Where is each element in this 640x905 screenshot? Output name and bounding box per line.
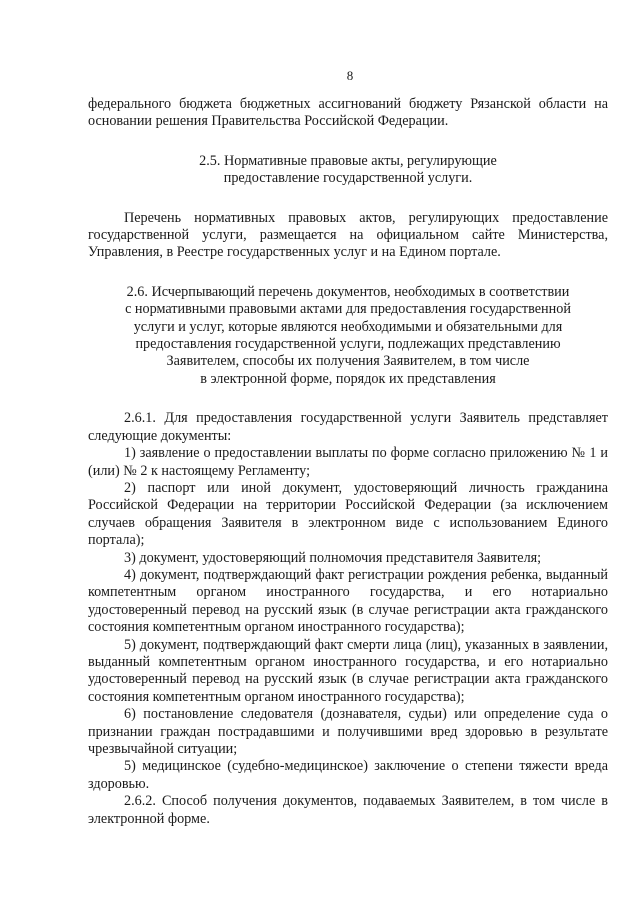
intro-paragraph: федерального бюджета бюджетных ассигнований бюджету Рязанской области на основании решения Правительства Российской Федерации. (88, 96, 608, 130)
paragraph-2-6-2: 2.6.2. Способ получения документов, подаваемых Заявителем, в том числе в электронной форме. (88, 793, 608, 827)
section-2-6-heading (88, 284, 608, 388)
section-2-6-heading-line: с нормативными правовыми актами для предоставления государственной (125, 301, 571, 318)
list-item: 2) паспорт или иной документ, удостоверяющий личность гражданина Российской Федерации на территории Российской Федерации (за исключением случаев обращения Заявителя в электронном виде с использованием Единого портала); (88, 479, 608, 549)
list-item: 1) заявление о предоставлении выплаты по форме согласно приложению № 1 и (или) № 2 к настоящему Регламенту; (88, 445, 608, 479)
section-2-6-heading-line: Заявителем, способы их получения Заявителем, в том числе (166, 353, 530, 370)
paragraph-2-6-1: 2.6.1. Для предоставления государственной услуги Заявитель представляет следующие документы: (88, 410, 608, 444)
section-2-5-heading (88, 153, 608, 188)
section-2-5-heading-line: 2.5. Нормативные правовые акты, регулирующие (199, 152, 497, 169)
list-item: 4) документ, подтверждающий факт регистрации рождения ребенка, выданный компетентным органом иностранного государства, и его нотариально удостоверенный перевод на русский язык (в случае регистрации акта гражданского состояния компетентным органом иностранного государства); (88, 566, 608, 636)
section-2-5-heading-line: предоставление государственной услуги. (223, 170, 473, 187)
list-item: 3) документ, удостоверяющий полномочия представителя Заявителя; (124, 549, 542, 566)
document-body (88, 96, 608, 828)
list-item: 6) постановление следователя (дознавателя, судьи) или определение суда о признании граждан пострадавшими и получившими вред здоровью в результате чрезвычайной ситуации; (88, 706, 608, 757)
page-number: 8 (346, 68, 354, 83)
section-2-6-heading-line: услуги и услуг, которые являются необходимыми и обязательными для (133, 318, 563, 335)
section-2-6-heading-line: в электронной форме, порядок их представления (200, 370, 496, 387)
section-2-6-heading-line: предоставления государственной услуги, подлежащих представлению (135, 336, 561, 353)
list-item: 5) документ, подтверждающий факт смерти лица (лиц), указанных в заявлении, выданный компетентным органом иностранного государства, и его нотариально удостоверенный перевод на русский язык (в случае регистрации акта гражданского состояния компетентным органом иностранного государства); (88, 636, 608, 705)
section-2-5-text: Перечень нормативных правовых актов, регулирующих предоставление государственной услуги, размещается на официальном сайте Министерства, Управления, в Реестре государственных услуг и на Едином портале. (88, 209, 608, 261)
list-item: 5) медицинское (судебно-медицинское) заключение о степени тяжести вреда здоровью. (88, 758, 608, 792)
section-2-6-heading-line: 2.6. Исчерпывающий перечень документов, необходимых в соответствии (126, 283, 570, 300)
